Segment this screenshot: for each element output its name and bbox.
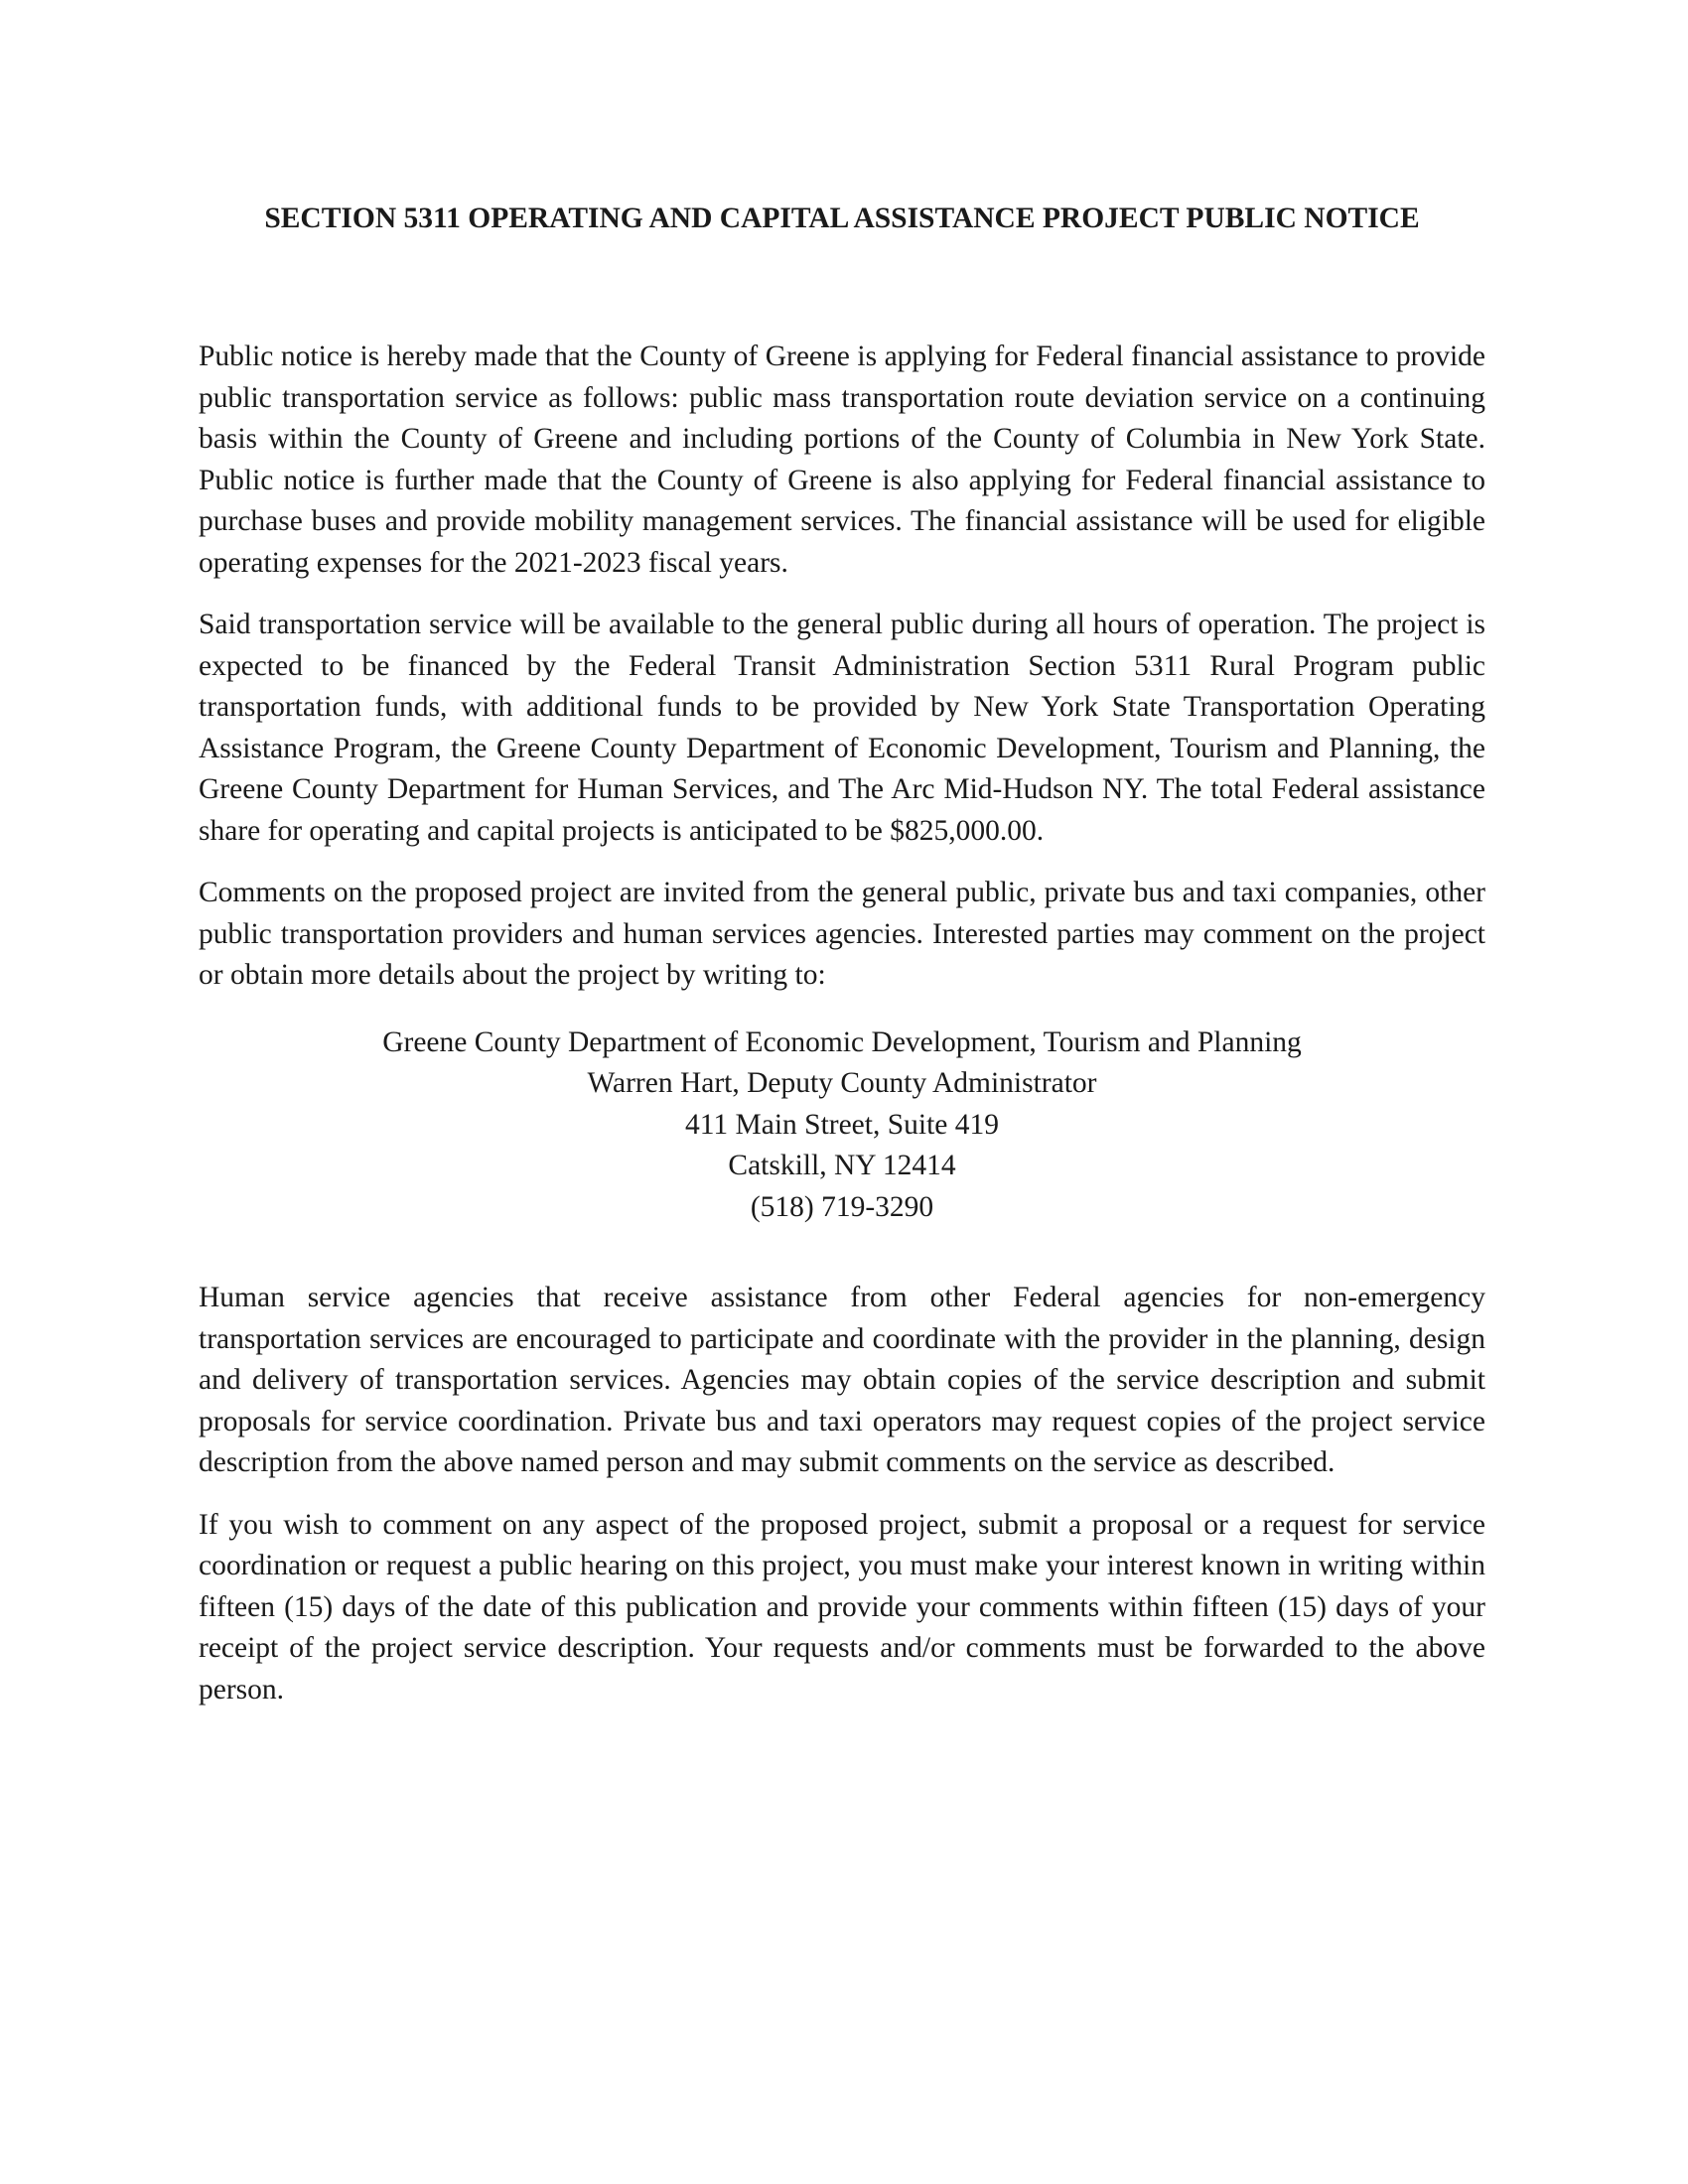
contact-address — [199, 1023, 1485, 1229]
paragraph-comments: Comments on the proposed project are invited from the general public, private bus and taxi companies, other public transportation providers and human services agencies. Interested parties may comment on the project or obtain more details about the project by writing to: — [199, 877, 1485, 991]
address-phone: (518) 719-3290 — [750, 1190, 934, 1223]
paragraph-hearing: If you wish to comment on any aspect of the proposed project, submit a proposal or a request for service coordination or request a public hearing on this project, you must make your interest known in writing within fifteen (15) days of the date of this publication and provide your comments within fifteen (15) days of your receipt of the project service description. Your requests and/or comments must be forwarded to the above person. — [199, 1508, 1485, 1706]
address-contact: Warren Hart, Deputy County Administrator — [587, 1067, 1097, 1099]
address-department: Greene County Department of Economic Development, Tourism and Planning — [382, 1025, 1302, 1058]
address-city: Catskill, NY 12414 — [728, 1150, 956, 1181]
address-street: 411 Main Street, Suite 419 — [684, 1108, 999, 1141]
paragraph-human-services: Human service agencies that receive assistance from other Federal agencies for non-emergency transportation services are encouraged to participate and coordinate with the provider in the planning, design and delivery of transportation services. Agencies may obtain copies of the service description and submit proposals for service coordination. Private bus and taxi operators may request copies of the project service description from the above named person and may submit comments on the service as described. — [199, 1282, 1485, 1478]
paragraph-intro: Public notice is hereby made that the County of Greene is applying for Federal financial assistance to provide public transportation service as follows: public mass transportation route deviation service on a continuing basis within the County of Greene and including portions of the County of Columbia in New York State. Public notice is further made that the County of Greene is also applying for Federal financial assistance to purchase buses and provide mobility management services. The financial assistance will be used for eligible operating expenses for the 2021-2023 fiscal years. — [199, 341, 1485, 579]
notice-title: SECTION 5311 OPERATING AND CAPITAL ASSISTANCE PROJECT PUBLIC NOTICE — [264, 203, 1420, 234]
paragraph-funding: Said transportation service will be available to the general public during all hours of operation. The project is expected to be financed by the Federal Transit Administration Section 5311 Rural Program public transportation funds, with additional funds to be provided by New York State Transportation Operating Assistance Program, the Greene County Department of Economic Development, Tourism and Planning, the Greene County Department for Human Services, and The Arc Mid-Hudson NY. The total Federal assistance share for operating and capital projects is anticipated to be $825,000.00. — [199, 609, 1485, 847]
notice-page — [199, 199, 1485, 1731]
